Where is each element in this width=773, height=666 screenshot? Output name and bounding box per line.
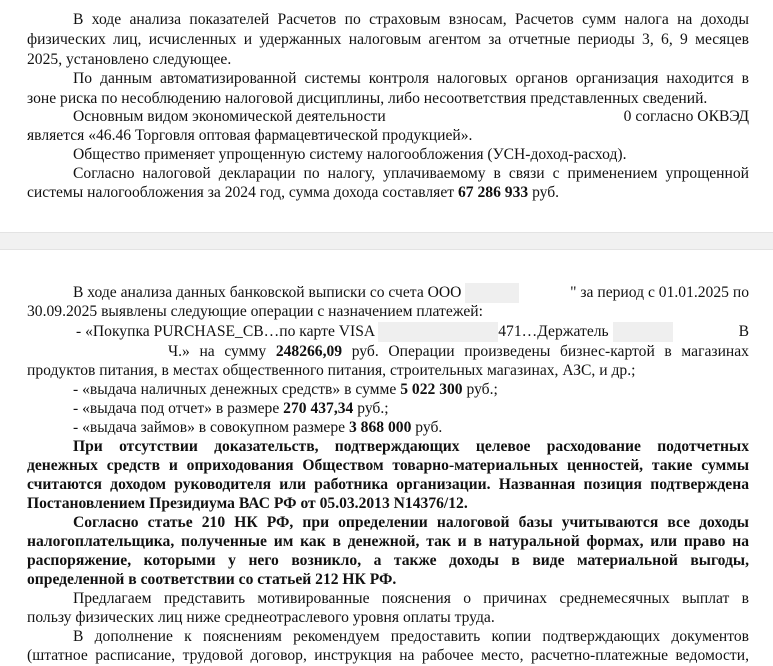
accountable-post: руб.;: [353, 400, 389, 417]
bold-paragraph-article-line-4: определенной в соответствии со статьей 212 НК РФ.: [27, 571, 397, 588]
paragraph-declaration-line-2: [27, 183, 749, 203]
paragraph-analysis-line-1: В ходе анализа показателей Расчетов по страховым взносам, Расчетов сумм налога на доходы: [73, 11, 749, 28]
declaration-text: системы налогообложения за 2024 год, сумма дохода составляет: [27, 184, 458, 201]
statement-line-2: 30.09.2025 выявлены следующие операции с назначением платежей:: [27, 303, 483, 320]
accountable-text: - «выдача под отчет» в размере: [73, 400, 284, 417]
card-purchase-amount: 248266,09: [275, 343, 343, 360]
document-page-1: [0, 0, 773, 232]
paragraph-analysis-line-3: 2025, установлено следующее.: [27, 51, 232, 68]
document-page-2: [0, 250, 773, 664]
redacted-holder-name: [613, 322, 673, 342]
paragraph-docs-line-1: В дополнение к пояснениям рекомендуем предоставить копии подтверждающих документов: [73, 628, 749, 645]
bold-paragraph-evidence-line-3: считаются доходом руководителя или работника организации. Названная позиция подтверждена: [27, 476, 749, 493]
bold-paragraph-evidence-line-1: При отсутствии доказательств, подтверждающих целевое расходование подотчетных: [73, 438, 749, 455]
bold-paragraph-article-line-3: распоряжение, которыми у него возникло, а также доходы в виде материальной выгоды,: [27, 552, 749, 569]
cash-post: руб.;: [462, 381, 498, 398]
loans-text: - «выдача займов» в совокупном размере: [73, 419, 349, 436]
statement-period: " за период с 01.01.2025 по: [570, 284, 749, 301]
cash-text: - «выдача наличных денежных средств» в сумме: [73, 381, 401, 398]
paragraph-activity-line-2: является «46.46 Торговля оптовая фармацевтической продукцией».: [27, 127, 473, 144]
income-amount: 67 286 933: [458, 184, 529, 201]
loans-post: руб.: [411, 419, 443, 436]
bold-paragraph-evidence-line-2: денежных средств и оприходования Обществом товарно-материальных ценностей, такие суммы: [27, 457, 749, 474]
paragraph-risk-line-1: По данным автоматизированной системы контроля налоговых органов организация находится в: [73, 70, 749, 87]
operation-loans: [73, 418, 749, 438]
card-sum-post: руб. Операции произведены бизнес-картой в магазинах: [342, 343, 749, 360]
income-unit: руб.: [528, 184, 560, 201]
accountable-amount: 270 437,34: [283, 400, 354, 417]
bold-paragraph-evidence-line-4: Постановлением Президиума ВАС РФ от 05.03.2013 N14376/12.: [27, 495, 468, 512]
operation-cash-withdrawal: [73, 380, 749, 400]
loans-amount: 3 868 000: [348, 419, 412, 436]
redacted-card-number: [378, 322, 498, 342]
paragraph-declaration-line-1: Согласно налоговой декларации по налогу, уплачиваемому в связи с применением упрощенной: [73, 165, 749, 182]
paragraph-docs-line-2: (штатное расписание, трудовой договор, инструкция на рабочее место, расчетно-платежные ведомости,: [27, 647, 749, 664]
activity-text: Основным видом экономической деятельности: [73, 108, 386, 125]
cash-amount: 5 022 300: [400, 381, 463, 398]
paragraph-suggest-line-2: пользу физических лиц ниже среднеотраслевого уровня оплаты труда.: [27, 609, 495, 626]
bold-paragraph-article-line-1: Согласно статье 210 НК РФ, при определении налоговой базы учитываются все доходы: [73, 514, 749, 531]
page-separator: [0, 232, 773, 250]
operation-card-purchase-line-2: [168, 342, 749, 362]
operation-card-purchase-line-1: [76, 322, 749, 342]
operation-card-purchase-line-3: продуктов питания, в местах общественного питания, строительных магазинах, АЗС, и др.;: [27, 362, 636, 379]
statement-line-1: [73, 283, 749, 303]
redacted-company-name: [465, 283, 519, 303]
paragraph-analysis-line-2: физических лиц, исчисленных и удержанных налоговым агентом за отчетные периоды 3, 6, 9 месяцев: [27, 31, 749, 48]
paragraph-risk-line-2: зоне риска по несоблюдению налоговой дисциплины, либо несоответствия представленных сведений.: [27, 90, 708, 107]
card-sum-text: Ч.» на сумму: [168, 343, 276, 360]
paragraph-activity-line-1: [73, 107, 749, 127]
holder-initial: В: [738, 323, 749, 340]
statement-intro: В ходе анализа данных банковской выписки со счета ООО: [73, 284, 462, 301]
okved-reference: 0 согласно ОКВЭД: [623, 108, 749, 125]
paragraph-tax-system: Общество применяет упрощенную систему налогообложения (УСН-доход-расход).: [73, 146, 627, 163]
bold-paragraph-article-line-2: налогоплательщика, полученные им как в денежной, так и в натуральной формах, или право на: [27, 533, 749, 550]
card-holder-text: 471…Держатель: [498, 323, 609, 340]
card-purchase-text: - «Покупка PURCHASE_CB…по карте VISA: [76, 323, 375, 340]
operation-accountable: [73, 399, 749, 419]
paragraph-suggest-line-1: Предлагаем представить мотивированные пояснения о причинах среднемесячных выплат в: [73, 590, 749, 607]
